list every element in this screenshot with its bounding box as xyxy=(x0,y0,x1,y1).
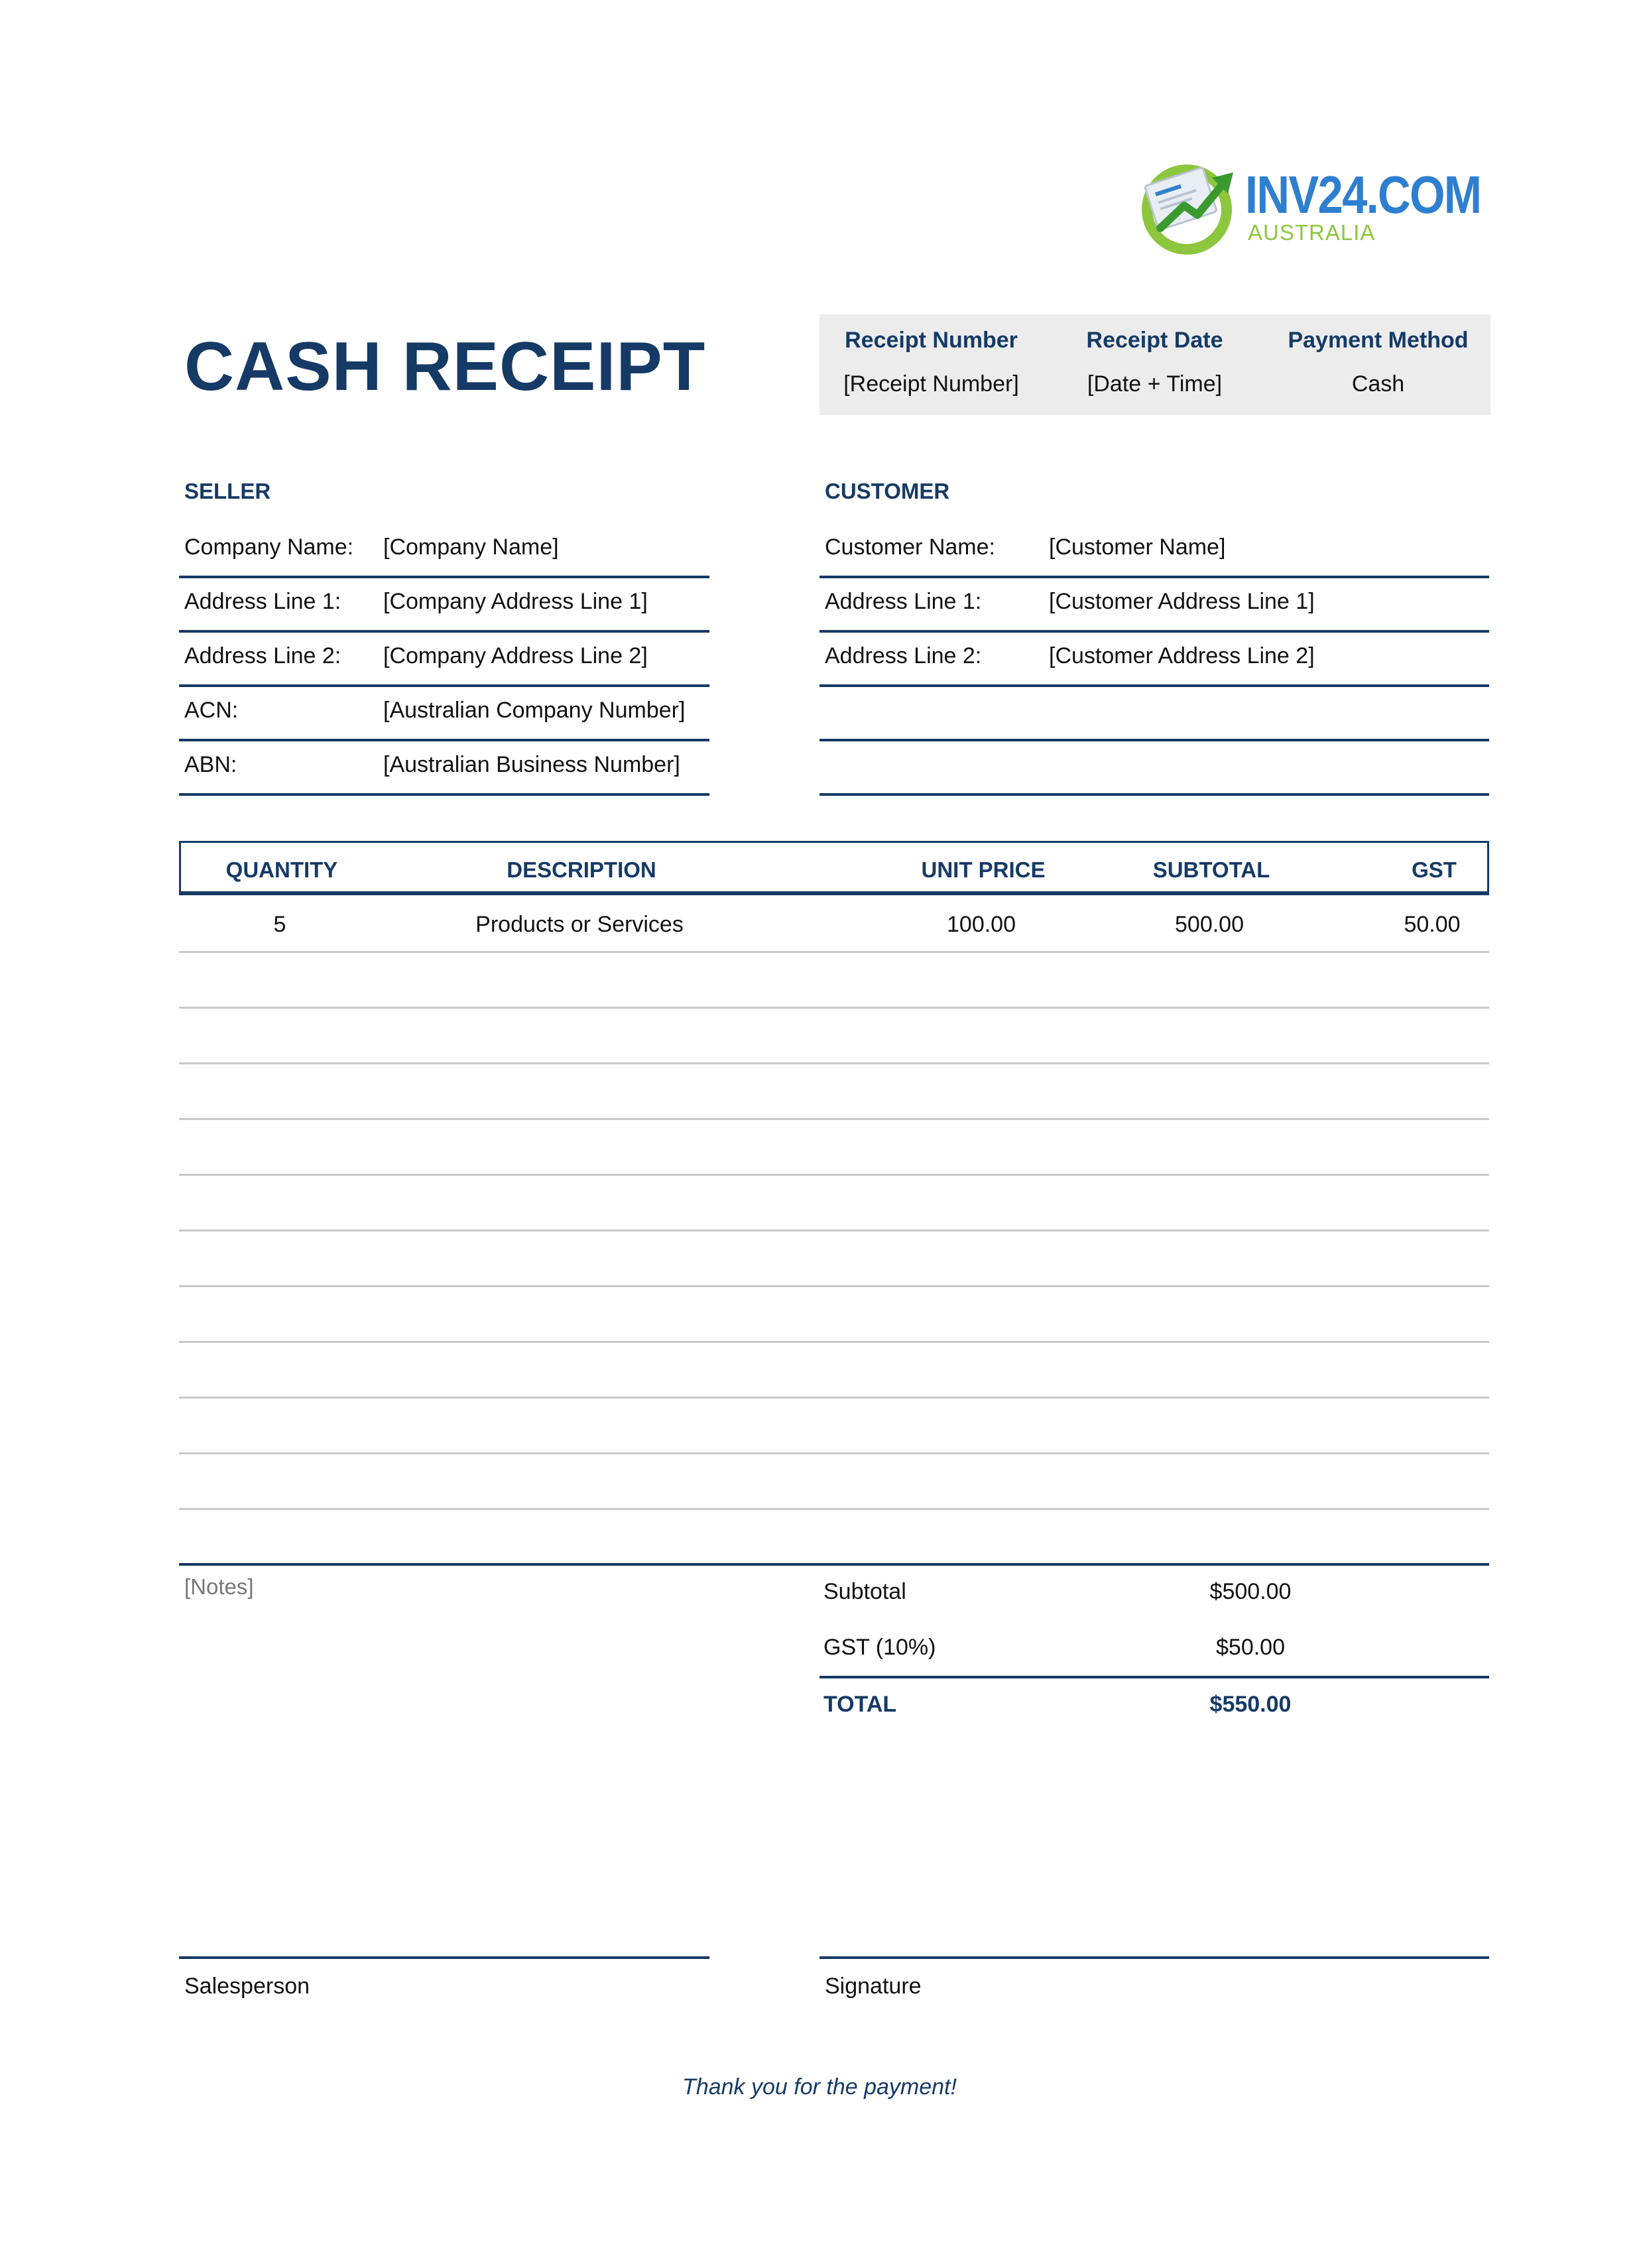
seller-value: [Australian Company Number] xyxy=(383,698,686,723)
document-title: CASH RECEIPT xyxy=(184,328,706,405)
salesperson-signature-line xyxy=(179,1956,709,1959)
seller-label: Address Line 2: xyxy=(184,643,341,668)
seller-value: [Company Address Line 1] xyxy=(383,589,648,614)
column-header-subtotal: SUBTOTAL xyxy=(1152,857,1270,882)
customer-value: [Customer Name] xyxy=(1049,535,1226,560)
cell-subtotal: 500.00 xyxy=(1175,912,1244,937)
seller-row xyxy=(179,576,709,633)
customer-row xyxy=(820,576,1489,633)
table-row xyxy=(179,1287,1489,1343)
cell-description: Products or Services xyxy=(475,912,684,937)
table-row xyxy=(179,953,1489,1009)
meta-label: Payment Method xyxy=(1288,328,1469,353)
signature-line xyxy=(820,1956,1489,1959)
seller-row xyxy=(179,630,709,687)
notes: [Notes] xyxy=(184,1574,254,1599)
customer-row xyxy=(820,521,1489,578)
gst-value: $50.00 xyxy=(1216,1635,1285,1660)
table-row xyxy=(179,1120,1489,1176)
gst-row xyxy=(820,1621,1489,1677)
items-table-header xyxy=(179,841,1489,895)
meta-value: [Receipt Number] xyxy=(843,371,1019,397)
cell-gst: 50.00 xyxy=(1404,912,1461,937)
seller-label: ACN: xyxy=(184,698,239,723)
meta-label: Receipt Date xyxy=(1086,328,1223,353)
cell-unit-price: 100.00 xyxy=(947,912,1016,937)
subtotal-row xyxy=(820,1566,1489,1621)
total-label: TOTAL xyxy=(823,1692,897,1717)
customer-value: [Customer Address Line 1] xyxy=(1049,589,1315,614)
receipt-meta-box xyxy=(820,314,1490,415)
logo-subtext: AUSTRALIA xyxy=(1248,220,1376,245)
table-row xyxy=(179,1343,1489,1399)
signature-label: Signature xyxy=(825,1974,922,1999)
seller-heading: SELLER xyxy=(184,479,271,503)
seller-label: ABN: xyxy=(184,752,237,777)
seller-row xyxy=(179,521,709,578)
subtotal-value: $500.00 xyxy=(1209,1579,1292,1604)
seller-row xyxy=(179,739,709,796)
table-row xyxy=(179,1231,1489,1287)
customer-label: Address Line 1: xyxy=(825,589,982,614)
customer-label: Customer Name: xyxy=(825,535,995,560)
meta-value: [Date + Time] xyxy=(1087,371,1223,397)
column-header-quantity: QUANTITY xyxy=(225,857,338,882)
seller-value: [Australian Business Number] xyxy=(383,752,680,777)
meta-value: Cash xyxy=(1351,371,1405,397)
logo-text: INV24.COM xyxy=(1245,165,1481,224)
seller-row xyxy=(179,684,709,741)
meta-label: Receipt Number xyxy=(845,328,1018,353)
column-header-gst: GST xyxy=(1412,857,1457,882)
customer-value: [Customer Address Line 2] xyxy=(1049,643,1315,668)
table-row xyxy=(179,1510,1489,1566)
cell-quantity: 5 xyxy=(273,912,286,937)
thank-you-message: Thank you for the payment! xyxy=(682,2074,957,2100)
seller-value: [Company Name] xyxy=(383,535,559,560)
table-row xyxy=(179,1176,1489,1231)
customer-row xyxy=(820,684,1489,741)
seller-label: Address Line 1: xyxy=(184,589,341,614)
salesperson-label: Salesperson xyxy=(184,1974,310,1999)
table-row xyxy=(179,1399,1489,1454)
total-value: $550.00 xyxy=(1209,1692,1292,1717)
customer-label: Address Line 2: xyxy=(825,643,982,668)
subtotal-label: Subtotal xyxy=(823,1579,906,1604)
column-header-unit-price: UNIT PRICE xyxy=(921,857,1046,882)
table-row xyxy=(179,897,1489,953)
customer-row xyxy=(820,739,1489,796)
gst-label: GST (10%) xyxy=(823,1635,936,1660)
seller-value: [Company Address Line 2] xyxy=(383,643,648,668)
customer-row xyxy=(820,630,1489,687)
total-row xyxy=(820,1678,1489,1734)
table-row xyxy=(179,1454,1489,1510)
table-row xyxy=(179,1009,1489,1064)
customer-heading: CUSTOMER xyxy=(825,479,950,503)
table-row xyxy=(179,1064,1489,1120)
column-header-description: DESCRIPTION xyxy=(507,857,656,882)
seller-label: Company Name: xyxy=(184,535,354,560)
